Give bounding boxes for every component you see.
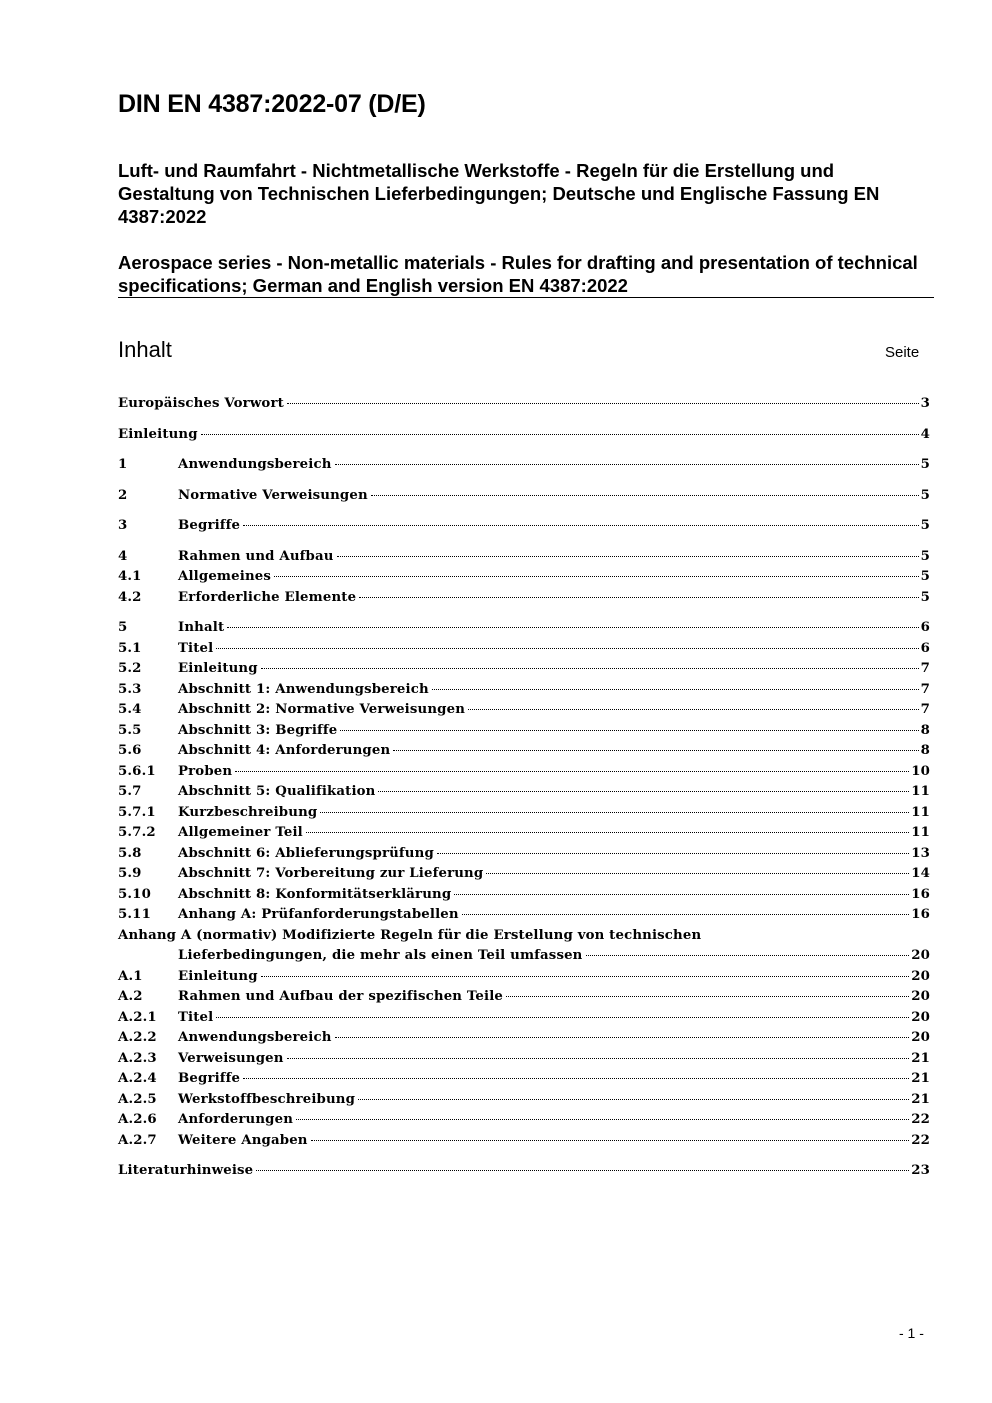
toc-entry-label: Abschnitt 1: Anwendungsbereich — [178, 681, 429, 697]
toc-entry-label: Allgemeines — [178, 569, 272, 584]
toc-entry-number: 2 — [118, 487, 128, 503]
toc-entry[interactable] — [118, 1131, 930, 1152]
toc-entry[interactable] — [118, 659, 930, 680]
toc-entry-number: A.2.5 — [118, 1091, 157, 1107]
toc-entry[interactable] — [118, 844, 930, 865]
toc-leader-dots — [335, 1037, 910, 1038]
toc-entry-number: 5.2 — [118, 661, 142, 676]
toc-entry-label: Anforderungen — [178, 1112, 294, 1127]
toc-leader-dots — [468, 709, 919, 710]
toc-entry-label: Begriffe — [178, 518, 241, 533]
toc-entry-label: Lieferbedingungen, die mehr als einen Teil umfassen — [178, 948, 583, 963]
toc-leader-dots — [216, 1017, 909, 1018]
toc-entry-number: 4.2 — [118, 589, 142, 605]
toc-entry-page: 21 — [911, 1091, 930, 1107]
toc-entry[interactable] — [118, 567, 930, 588]
toc-leader-dots — [235, 771, 909, 772]
toc-entry[interactable] — [118, 905, 930, 926]
toc-entry-number: 5.9 — [118, 866, 142, 881]
toc-entry-label: Europäisches Vorwort — [118, 396, 284, 411]
toc-leader-dots — [256, 1170, 909, 1171]
toc-entry-label: Normative Verweisungen — [178, 487, 368, 503]
toc-entry-label: Titel — [178, 1009, 214, 1025]
toc-leader-dots — [486, 873, 909, 874]
toc-entry[interactable] — [118, 486, 930, 507]
toc-entry-number: 5.7.1 — [118, 804, 156, 820]
toc-entry-number: 3 — [118, 518, 128, 533]
toc-entry[interactable] — [118, 588, 930, 609]
toc-leader-dots — [378, 791, 909, 792]
toc-entry-number: 4.1 — [118, 569, 142, 584]
toc-entry-label: Abschnitt 5: Qualifikation — [178, 784, 376, 799]
toc-leader-dots — [287, 403, 919, 404]
toc-entry-number: 5.7.2 — [118, 825, 156, 840]
title-english: Aerospace series - Non-metallic materials - Rules for drafting and presentation of technical specifications; German and English version EN 4387:2022 — [118, 252, 918, 296]
toc-entry-page: 10 — [911, 763, 930, 779]
toc-entry-label: Begriffe — [178, 1071, 241, 1086]
toc-heading: Inhalt — [118, 337, 172, 362]
toc-entry[interactable] — [118, 782, 930, 803]
toc-entry[interactable] — [118, 547, 930, 568]
toc-entry-number: 5.3 — [118, 681, 142, 697]
toc-entry-page: 4 — [920, 426, 930, 442]
toc-entry-page: 13 — [911, 845, 930, 861]
toc-leader-dots — [287, 1058, 910, 1059]
toc-entry[interactable] — [118, 639, 930, 660]
toc-entry[interactable] — [118, 967, 930, 988]
toc-entry-page: 21 — [911, 1071, 930, 1086]
toc-entry[interactable] — [118, 455, 930, 476]
toc-leader-dots — [586, 955, 910, 956]
toc-entry-number: A.2.1 — [118, 1009, 157, 1025]
toc-entry[interactable] — [118, 1110, 930, 1131]
toc-entry[interactable] — [118, 1008, 930, 1029]
toc-entry-label: Einleitung — [118, 426, 198, 442]
toc-entry[interactable] — [118, 885, 930, 906]
toc-entry[interactable] — [118, 1069, 930, 1090]
toc-entry-label: Inhalt — [178, 620, 225, 635]
toc-entry-page: 11 — [911, 804, 930, 820]
toc-leader-dots — [227, 627, 918, 628]
toc-entry-label: Titel — [178, 640, 214, 656]
toc-entry-label: Werkstoffbeschreibung — [178, 1091, 356, 1107]
toc-entry-label: Verweisungen — [178, 1050, 284, 1066]
toc-entry-label: Einleitung — [178, 968, 258, 984]
toc-entry-number: A.2.2 — [118, 1030, 157, 1045]
toc-entry-page: 11 — [911, 784, 930, 799]
title-german: Luft- und Raumfahrt - Nichtmetallische Werkstoffe - Regeln für die Erstellung und Gestaltung von Technischen Lieferbedingungen; Deutsche und Englische Fassung EN 4387:2022 — [118, 160, 880, 227]
toc-leader-dots — [261, 668, 919, 669]
toc-entry-page: 20 — [911, 968, 930, 984]
toc-entry-page: 5 — [920, 589, 930, 605]
toc-entry-label: Rahmen und Aufbau der spezifischen Teile — [178, 989, 504, 1004]
toc-entry-number: 5.1 — [118, 640, 142, 656]
toc-entry[interactable] — [118, 700, 930, 721]
toc-entry[interactable] — [118, 394, 930, 415]
toc-leader-dots — [243, 1078, 909, 1079]
toc-leader-dots — [454, 894, 909, 895]
toc-entry[interactable] — [118, 516, 930, 537]
toc-entry-number: 5.7 — [118, 784, 142, 799]
toc-entry-label: Abschnitt 6: Ablieferungsprüfung — [178, 845, 434, 861]
toc-entry[interactable] — [118, 1028, 930, 1049]
toc-entry-page: 21 — [911, 1050, 930, 1066]
toc-entry-page: 5 — [920, 548, 930, 564]
toc-entry-page: 22 — [911, 1132, 930, 1148]
toc-entry-number: 5 — [118, 620, 128, 635]
toc-entry-page: 7 — [920, 702, 930, 717]
toc-entry-label: Allgemeiner Teil — [178, 825, 303, 840]
toc-entry-label: Erforderliche Elemente — [178, 589, 357, 605]
toc-entry-number: A.2.7 — [118, 1132, 157, 1148]
toc-entry[interactable] — [118, 1049, 930, 1070]
toc-entry-page: 6 — [920, 640, 930, 656]
toc-leader-dots — [337, 556, 919, 557]
toc-entry-page: 6 — [920, 620, 930, 635]
toc-annex-heading[interactable] — [118, 926, 930, 947]
toc-page-column-label: Seite — [885, 344, 920, 361]
toc-entry-number: A.1 — [118, 968, 143, 984]
toc-entry-page: 7 — [920, 661, 930, 676]
toc-leader-dots — [320, 812, 909, 813]
toc-entry-page: 3 — [920, 396, 930, 411]
toc-entry-page: 16 — [911, 886, 930, 902]
toc-leader-dots — [243, 525, 918, 526]
toc-entry-label: Proben — [178, 763, 233, 779]
toc-entry-page: 5 — [920, 518, 930, 533]
toc-leader-dots — [274, 576, 919, 577]
toc-entry-number: 1 — [118, 457, 128, 472]
toc-entry[interactable] — [118, 803, 930, 824]
table-of-contents — [118, 394, 930, 1182]
toc-entry-number: A.2.4 — [118, 1071, 157, 1086]
toc-entry-page: 20 — [911, 1009, 930, 1025]
title-divider — [118, 297, 934, 298]
toc-leader-dots — [506, 996, 909, 997]
toc-leader-dots — [261, 976, 909, 977]
toc-entry-label: Kurzbeschreibung — [178, 804, 318, 820]
toc-leader-dots — [371, 495, 919, 496]
toc-leader-dots — [335, 464, 919, 465]
toc-entry[interactable] — [118, 425, 930, 446]
toc-entry-bibliography[interactable] — [118, 1161, 930, 1182]
toc-entry-page: 5 — [920, 569, 930, 584]
toc-entry-label: Abschnitt 3: Begriffe — [178, 722, 338, 738]
toc-entry-label: Literaturhinweise — [118, 1163, 254, 1178]
toc-entry-label: Anhang A: Prüfanforderungstabellen — [178, 907, 459, 922]
toc-entry-number: 5.6 — [118, 743, 142, 758]
toc-entry-page: 22 — [911, 1112, 930, 1127]
toc-entry[interactable] — [118, 1090, 930, 1111]
toc-entry-page: 7 — [920, 681, 930, 697]
toc-entry-label: Abschnitt 2: Normative Verweisungen — [178, 702, 466, 717]
toc-entry-page: 5 — [920, 457, 930, 472]
toc-leader-dots — [358, 1099, 909, 1100]
toc-entry[interactable] — [118, 864, 930, 885]
toc-entry-number: 5.4 — [118, 702, 142, 717]
toc-entry[interactable] — [118, 823, 930, 844]
toc-entry[interactable] — [118, 741, 930, 762]
footer-page-number: - 1 - — [899, 1325, 924, 1341]
toc-leader-dots — [462, 914, 909, 915]
toc-entry-page: 20 — [911, 948, 930, 963]
toc-entry-page: 8 — [920, 722, 930, 738]
toc-entry-label: Abschnitt 4: Anforderungen — [178, 743, 391, 758]
toc-entry-page: 20 — [911, 989, 930, 1004]
toc-entry-number: A.2 — [118, 989, 143, 1004]
toc-entry[interactable] — [118, 762, 930, 783]
toc-entry-number: A.2.3 — [118, 1050, 157, 1066]
toc-entry-number: 5.5 — [118, 722, 142, 738]
toc-entry[interactable] — [118, 618, 930, 639]
toc-entry-number: 5.10 — [118, 886, 151, 902]
toc-entry-label: Abschnitt 8: Konformitätserklärung — [178, 886, 452, 902]
toc-entry-number: 5.8 — [118, 845, 142, 861]
toc-entry-number: 5.11 — [118, 907, 151, 922]
toc-entry-number: 5.6.1 — [118, 763, 156, 779]
toc-entry-number: 4 — [118, 548, 128, 564]
toc-entry-number: A.2.6 — [118, 1112, 157, 1127]
toc-leader-dots — [437, 853, 909, 854]
toc-entry-page: 23 — [911, 1163, 930, 1178]
toc-entry-label: Anwendungsbereich — [178, 457, 332, 472]
toc-entry-label: Abschnitt 7: Vorbereitung zur Lieferung — [178, 866, 484, 881]
document-id: DIN EN 4387:2022-07 (D/E) — [118, 90, 426, 118]
toc-leader-dots — [296, 1119, 909, 1120]
toc-annex-heading-line: Anhang A (normativ) Modifizierte Regeln für die Erstellung von technischen — [118, 927, 702, 943]
toc-leader-dots — [201, 434, 919, 435]
toc-entry[interactable] — [118, 721, 930, 742]
toc-entry-label: Weitere Angaben — [178, 1132, 308, 1148]
toc-leader-dots — [340, 730, 918, 731]
toc-entry-page: 8 — [920, 743, 930, 758]
toc-leader-dots — [359, 597, 918, 598]
toc-leader-dots — [311, 1140, 910, 1141]
toc-entry-page: 16 — [911, 907, 930, 922]
toc-leader-dots — [306, 832, 909, 833]
toc-leader-dots — [216, 648, 918, 649]
toc-leader-dots — [432, 689, 919, 690]
toc-entry-page: 11 — [911, 825, 930, 840]
toc-annex-heading-continuation[interactable] — [118, 946, 930, 967]
toc-entry-label: Einleitung — [178, 661, 258, 676]
toc-entry-label: Anwendungsbereich — [178, 1030, 332, 1045]
toc-entry-page: 14 — [911, 866, 930, 881]
toc-entry[interactable] — [118, 680, 930, 701]
toc-entry[interactable] — [118, 987, 930, 1008]
toc-entry-page: 20 — [911, 1030, 930, 1045]
toc-leader-dots — [393, 750, 918, 751]
toc-entry-label: Rahmen und Aufbau — [178, 548, 334, 564]
toc-entry-page: 5 — [920, 487, 930, 503]
